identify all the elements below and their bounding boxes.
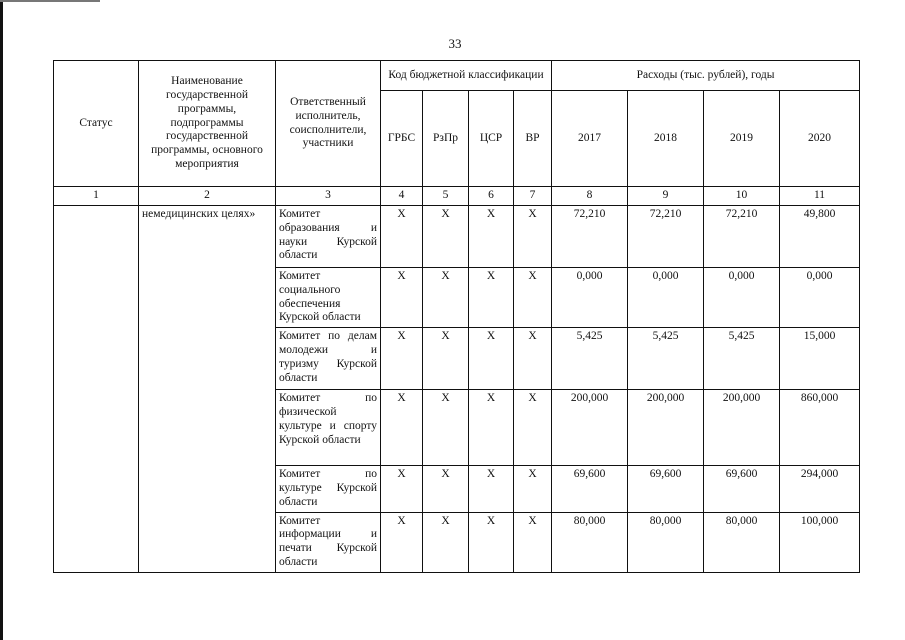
executor-cell: Комитет образования и науки Курской области: [276, 206, 381, 268]
column-number: 6: [469, 187, 514, 206]
value-2019-cell: 5,425: [704, 328, 780, 390]
value-2018-cell: 0,000: [628, 268, 704, 328]
executor-cell: Комитет социального обеспечения Курской области: [276, 268, 381, 328]
status-cell: [54, 206, 139, 573]
header-year-2020: 2020: [780, 91, 860, 187]
vr-cell: X: [514, 328, 552, 390]
budget-table: [53, 60, 860, 573]
header-grbs: ГРБС: [381, 91, 423, 187]
column-number-row: [54, 187, 860, 206]
header-program-name: Наименование государственной программы, подпрограммы государственной программы, основного мероприятия: [139, 61, 276, 187]
page-number: 33: [448, 36, 462, 51]
rzpr-cell: X: [423, 328, 469, 390]
value-2017-cell: 0,000: [552, 268, 628, 328]
value-2018-cell: 200,000: [628, 390, 704, 466]
value-2018-cell: 5,425: [628, 328, 704, 390]
executor-cell: Комитет по физической культуре и спорту Курской области: [276, 390, 381, 466]
header-year-2017: 2017: [552, 91, 628, 187]
rzpr-cell: X: [423, 268, 469, 328]
value-2019-cell: 0,000: [704, 268, 780, 328]
vr-cell: X: [514, 466, 552, 512]
rzpr-cell: X: [423, 466, 469, 512]
grbs-cell: X: [381, 328, 423, 390]
column-number: 5: [423, 187, 469, 206]
value-2018-cell: 80,000: [628, 512, 704, 572]
value-2017-cell: 200,000: [552, 390, 628, 466]
csr-cell: X: [469, 328, 514, 390]
column-number: 3: [276, 187, 381, 206]
value-2018-cell: 69,600: [628, 466, 704, 512]
value-2020-cell: 49,800: [780, 206, 860, 268]
rzpr-cell: X: [423, 390, 469, 466]
value-2019-cell: 69,600: [704, 466, 780, 512]
column-number: 1: [54, 187, 139, 206]
value-2017-cell: 72,210: [552, 206, 628, 268]
value-2017-cell: 80,000: [552, 512, 628, 572]
vr-cell: X: [514, 512, 552, 572]
value-2020-cell: 0,000: [780, 268, 860, 328]
csr-cell: X: [469, 466, 514, 512]
column-number: 11: [780, 187, 860, 206]
value-2019-cell: 200,000: [704, 390, 780, 466]
grbs-cell: X: [381, 390, 423, 466]
executor-cell: Комитет информации и печати Курской области: [276, 512, 381, 572]
column-number: 7: [514, 187, 552, 206]
grbs-cell: X: [381, 512, 423, 572]
value-2019-cell: 80,000: [704, 512, 780, 572]
csr-cell: X: [469, 390, 514, 466]
grbs-cell: X: [381, 466, 423, 512]
csr-cell: X: [469, 268, 514, 328]
header-expenses: Расходы (тыс. рублей), годы: [552, 61, 860, 91]
value-2020-cell: 294,000: [780, 466, 860, 512]
header-responsible: Ответственный исполнитель, соисполнители, участники: [276, 61, 381, 187]
header-row-1: [54, 61, 860, 91]
executor-cell: Комитет по культуре Курской области: [276, 466, 381, 512]
vr-cell: X: [514, 206, 552, 268]
vr-cell: X: [514, 390, 552, 466]
value-2020-cell: 100,000: [780, 512, 860, 572]
header-year-2019: 2019: [704, 91, 780, 187]
table-row: [54, 206, 860, 268]
value-2019-cell: 72,210: [704, 206, 780, 268]
column-number: 4: [381, 187, 423, 206]
value-2018-cell: 72,210: [628, 206, 704, 268]
header-year-2018: 2018: [628, 91, 704, 187]
column-number: 8: [552, 187, 628, 206]
header-rzpr: РзПр: [423, 91, 469, 187]
grbs-cell: X: [381, 268, 423, 328]
value-2017-cell: 69,600: [552, 466, 628, 512]
rzpr-cell: X: [423, 512, 469, 572]
header-budget-code: Код бюджетной классификации: [381, 61, 552, 91]
scan-edge-top: [0, 0, 100, 2]
rzpr-cell: X: [423, 206, 469, 268]
column-number: 9: [628, 187, 704, 206]
header-csr: ЦСР: [469, 91, 514, 187]
header-vr: ВР: [514, 91, 552, 187]
csr-cell: X: [469, 512, 514, 572]
vr-cell: X: [514, 268, 552, 328]
executor-cell: Комитет по делам молодежи и туризму Курской области: [276, 328, 381, 390]
csr-cell: X: [469, 206, 514, 268]
grbs-cell: X: [381, 206, 423, 268]
column-number: 10: [704, 187, 780, 206]
value-2020-cell: 15,000: [780, 328, 860, 390]
column-number: 2: [139, 187, 276, 206]
value-2020-cell: 860,000: [780, 390, 860, 466]
program-name-cell: немедицинских целях»: [139, 206, 276, 573]
scan-edge-left: [0, 0, 3, 640]
value-2017-cell: 5,425: [552, 328, 628, 390]
header-status: Статус: [54, 61, 139, 187]
